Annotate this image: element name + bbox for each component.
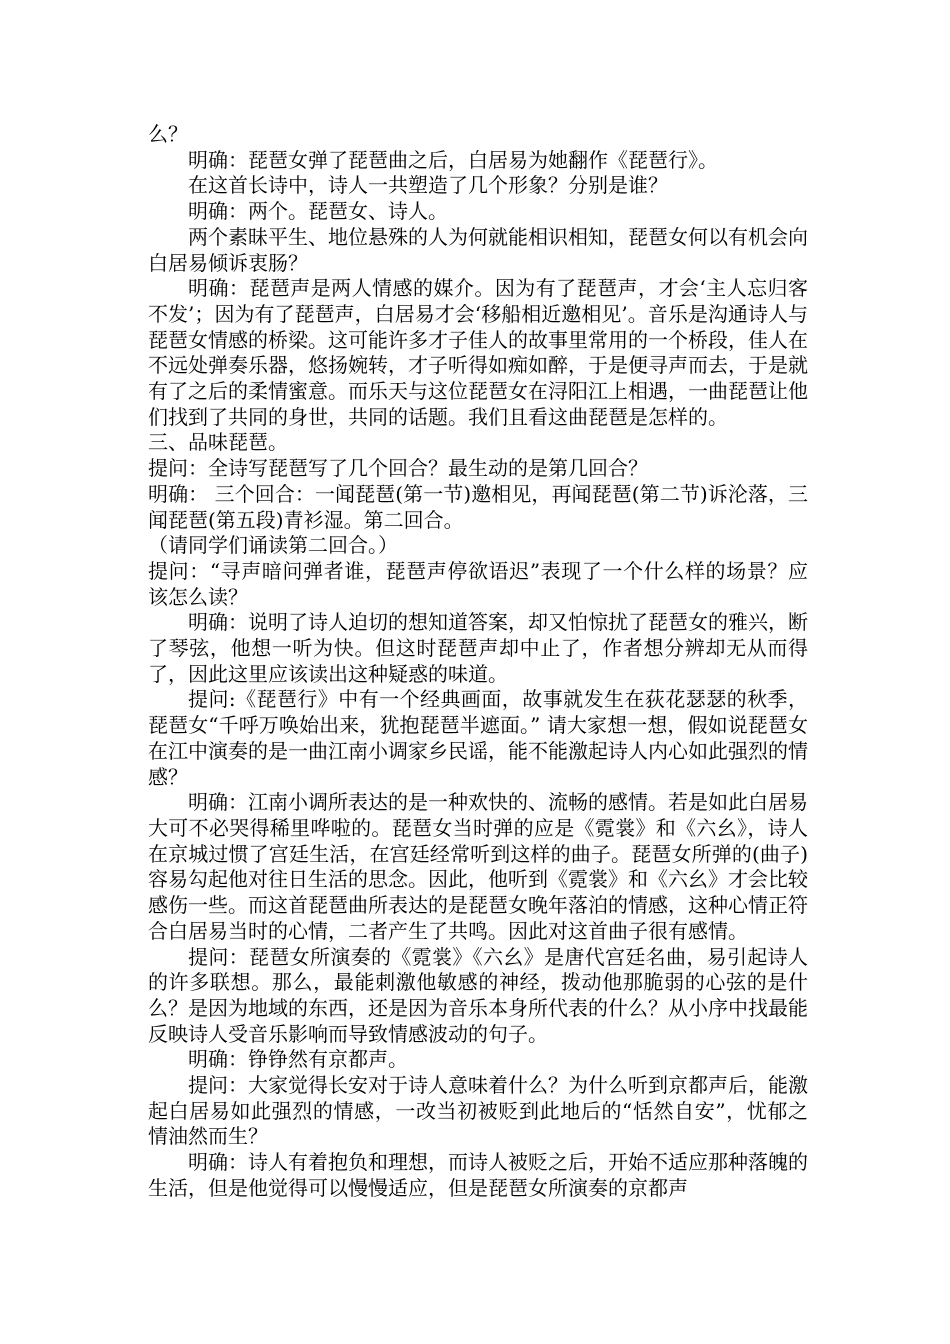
paragraph-1: 么？ (148, 122, 188, 146)
paragraph-9: 明确： 三个回合：一闻琵琶(第一节)邀相见，再闻琵琶(第二节)诉沦落，三闻琵琶(第五段)青衫湿。第二回合。 (148, 481, 808, 532)
paragraph-13: 提问:《琵琶行》中有一个经典画面，故事就发生在荻花瑟瑟的秋季，琵琶女“千呼万唤始出来，犹抱琵琶半遮面。” 请大家想一想，假如说琵琶女在江中演奏的是一曲江南小调家乡民谣，能不能激起诗人内心如此强烈的情感？ (148, 687, 808, 789)
paragraph-16: 明确：铮铮然有京都声。 (188, 1047, 408, 1072)
section-heading: 三、品味琵琶。 (148, 430, 288, 455)
paragraph-18: 明确：诗人有着抱负和理想，而诗人被贬之后，开始不适应那种落魄的生活，但是他觉得可以慢慢适应，但是琵琶女所演奏的京都声 (148, 1150, 808, 1200)
paragraph-6: 明确：琵琶声是两人情感的媒介。因为有了琵琶声，才会‘主人忘归客不发’；因为有了琵琶声，白居易才会‘移船相近邀相见’。音乐是沟通诗人与琵琶女情感的桥梁。这可能许多才子佳人的故事里常用的一个桥段，佳人在不远处弹奏乐器，悠扬婉转，才子听得如痴如醉，于是便寻声而去，于是就有了之后的柔情蜜意。而乐天与这位琵琶女在浔阳江上相遇，一曲琵琶让他们找到了共同的身世，共同的话题。我们且看这曲琵琶是怎样的。 (148, 276, 808, 429)
paragraph-15: 提问：琵琶女所演奏的《霓裳》《六幺》是唐代宫廷名曲，易引起诗人的许多联想。那么，最能刺激他敏感的神经，拨动他那脆弱的心弦的是什么？是因为地域的东西，还是因为音乐本身所代表的什么？从小序中找最能反映诗人受音乐影响而导致情感波动的句子。 (148, 944, 808, 1046)
paragraph-4: 明确：两个。琵琶女、诗人。 (188, 199, 448, 224)
paragraph-12: 明确：说明了诗人迫切的想知道答案，却又怕惊扰了琵琶女的雅兴，断了琴弦，他想一听为快。但这时琵琶声却中止了，作者想分辨却无从而得了，因此这里应该读出这种疑惑的味道。 (148, 610, 808, 686)
paragraph-3: 在这首长诗中，诗人一共塑造了几个形象？分别是谁？ (188, 173, 668, 198)
paragraph-2: 明确：琵琶女弹了琵琶曲之后，白居易为她翻作《琵琶行》。 (188, 147, 718, 172)
paragraph-10: （请同学们诵读第二回合。） (148, 533, 398, 558)
document-page (148, 122, 808, 1202)
paragraph-14: 明确：江南小调所表达的是一种欢快的、流畅的感情。若是如此白居易大可不必哭得稀里哗啦的。琵琶女当时弹的应是《霓裳》和《六幺》，诗人在京城过惯了宫廷生活，在宫廷经常听到这样的曲子。琵琶女所弹的(曲子)容易勾起他对往日生活的思念。因此，他听到《霓裳》和《六幺》才会比较感伤一些。而这首琵琶曲所表达的是琵琶女晚年落泊的情感，这种心情正符合白居易当时的心情，二者产生了共鸣。因此对这首曲子很有感情。 (148, 790, 808, 943)
paragraph-17: 提问：大家觉得长安对于诗人意味着什么？为什么听到京都声后，能激起白居易如此强烈的情感，一改当初被贬到此地后的“恬然自安”，忧郁之情油然而生？ (148, 1073, 808, 1149)
paragraph-5: 两个素昧平生、地位悬殊的人为何就能相识相知，琵琶女何以有机会向白居易倾诉衷肠？ (148, 224, 808, 275)
paragraph-11: 提问：“寻声暗问弹者谁，琵琶声停欲语迟”表现了一个什么样的场景？应该怎么读？ (148, 558, 808, 609)
paragraph-8: 提问：全诗写琵琶写了几个回合？最生动的是第几回合？ (148, 456, 648, 481)
